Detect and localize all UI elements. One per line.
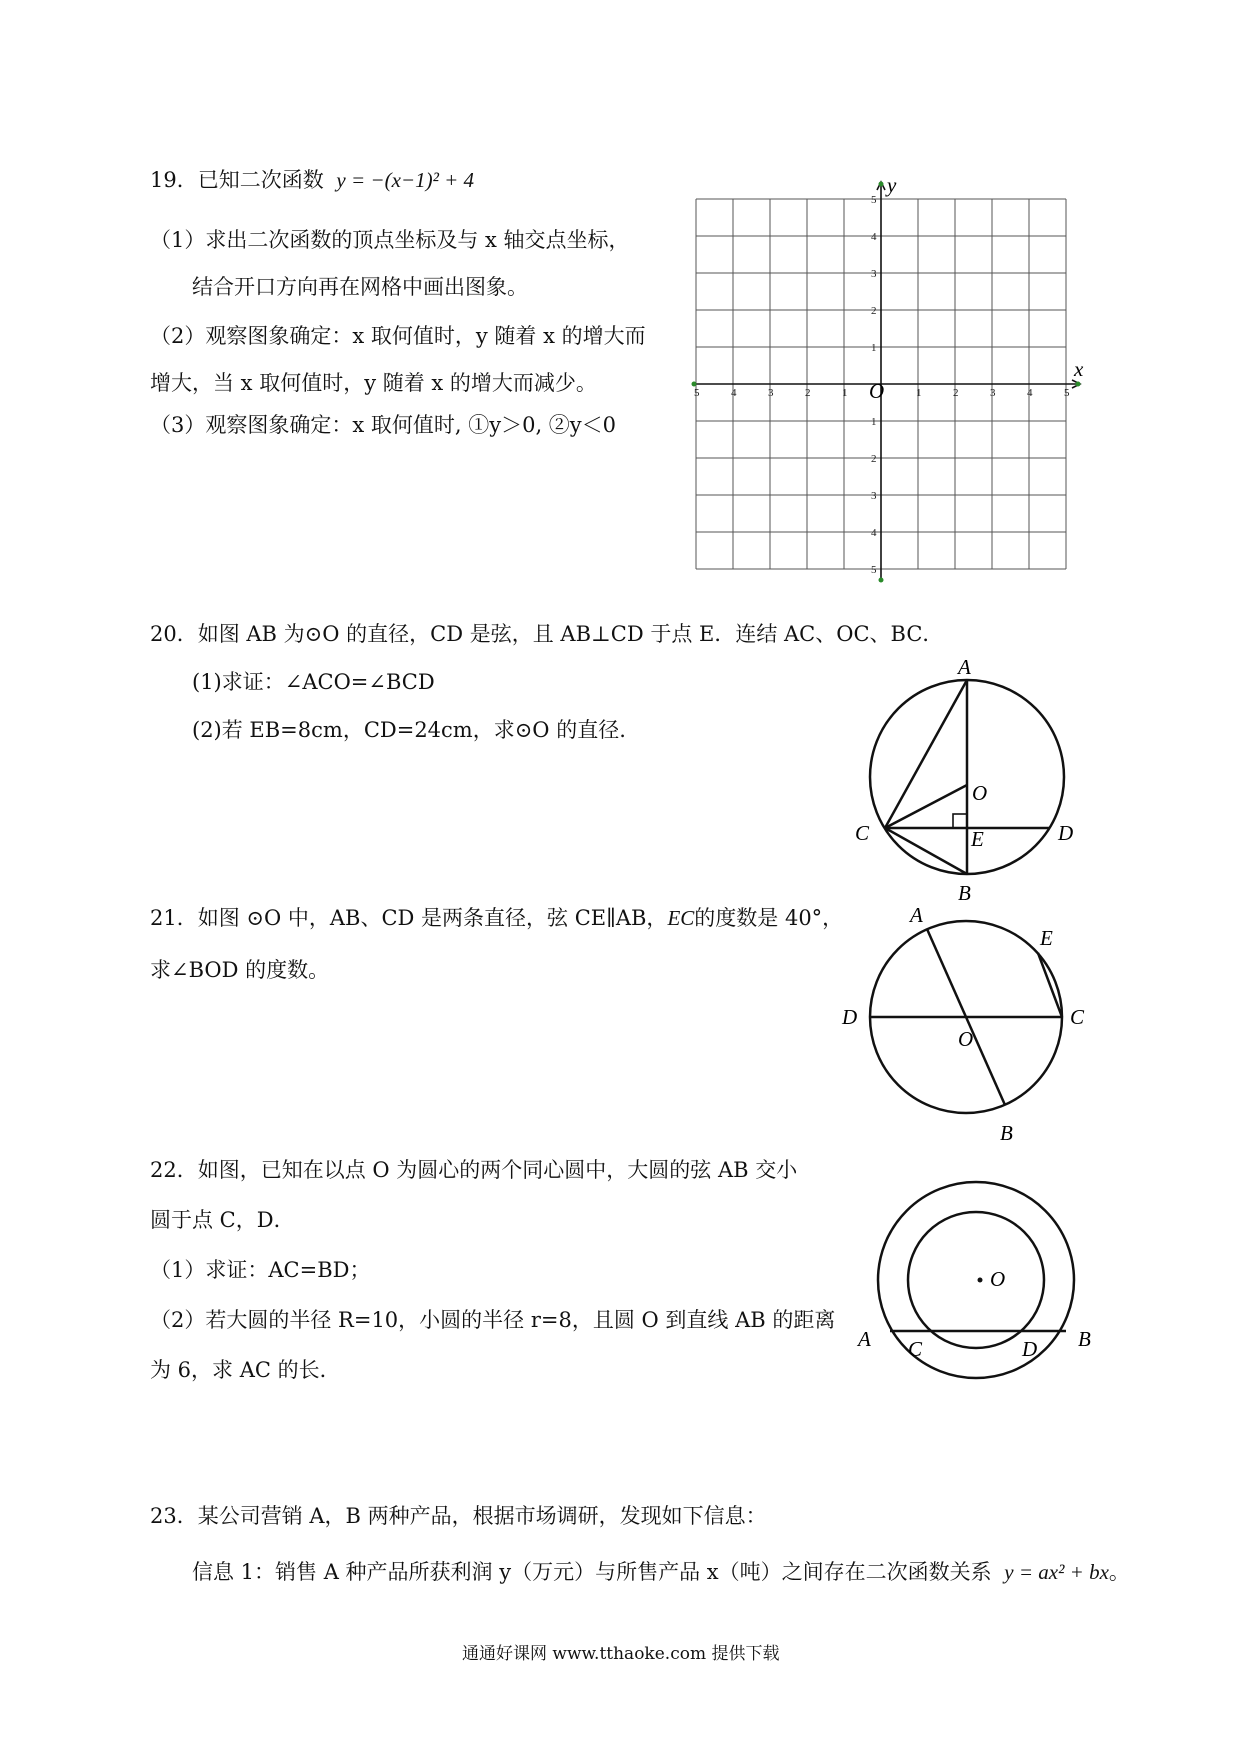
q22-part2-line2: 为 6，求 AC 的长． <box>150 1358 341 1382</box>
x-tick: 5 <box>1064 387 1070 399</box>
q20-statement: 20．如图 AB 为⊙O 的直径，CD 是弦，且 AB⊥CD 于点 E．连结 AC、OC、BC． <box>150 622 944 646</box>
q20-part1: (1)求证：∠ACO=∠BCD <box>192 670 435 694</box>
q21-label-e: E <box>1040 926 1053 950</box>
q23-formula: y = ax² + bx <box>1004 1560 1109 1584</box>
q19-origin-label: O <box>869 379 885 403</box>
q22-part2-line1: （2）若大圆的半径 R=10，小圆的半径 r=8，且圆 O 到直线 AB 的距离 <box>150 1308 836 1332</box>
x-tick: 2 <box>805 387 811 399</box>
q22-statement-line2: 圆于点 C，D． <box>150 1208 295 1232</box>
y-tick: 5 <box>871 194 877 206</box>
q20-label-o: O <box>972 781 988 805</box>
q19-y-axis-label: y <box>887 173 897 197</box>
q22-statement-line1: 22．如图，已知在以点 O 为圆心的两个同心圆中，大圆的弦 AB 交小 <box>150 1158 798 1182</box>
q21-label-o: O <box>958 1027 974 1051</box>
q21-label-d: D <box>842 1005 858 1029</box>
x-tick: 3 <box>990 387 996 399</box>
y-tick: 2 <box>871 305 877 317</box>
q19-title: 19．已知二次函数 y = −(x−1)² + 4 <box>150 168 475 192</box>
q20-circle-diagram <box>840 660 1110 910</box>
q19-part2-line1: （2）观察图象确定：x 取何值时，y 随着 x 的增大而 <box>150 324 646 348</box>
q21-label-a: A <box>910 903 923 927</box>
y-tick: 4 <box>871 231 877 243</box>
q20-label-a: A <box>958 660 971 679</box>
q21-label-c: C <box>1070 1005 1085 1029</box>
q21-label-b: B <box>1000 1121 1013 1145</box>
y-tick: 1 <box>871 416 877 428</box>
x-tick: 1 <box>916 387 922 399</box>
q19-part3: （3）观察图象确定：x 取何值时, ①y＞0, ②y＜0 <box>150 413 617 437</box>
q21-circle-diagram <box>830 900 1110 1150</box>
q22-label-o: O <box>990 1267 1006 1291</box>
q19-coordinate-grid <box>680 172 1100 592</box>
q20-label-c: C <box>855 821 870 845</box>
q22-label-a: A <box>858 1327 871 1351</box>
y-tick: 3 <box>871 490 877 502</box>
q19-axes <box>694 182 1080 582</box>
x-tick: 4 <box>731 387 737 399</box>
q21-question: 求∠BOD 的度数。 <box>150 958 330 982</box>
page-footer: 通通好课网 www.tthaoke.com 提供下载 <box>462 1644 780 1664</box>
q22-label-b: B <box>1078 1327 1091 1351</box>
y-tick: 2 <box>871 453 877 465</box>
x-tick: 2 <box>953 387 959 399</box>
q21-statement: 21．如图 ⊙O 中，AB、CD 是两条直径，弦 CE∥AB，EC的度数是 40°， <box>150 906 844 930</box>
q19-formula: y = −(x−1)² + 4 <box>336 168 475 192</box>
q19-part1-line1: （1）求出二次函数的顶点坐标及与 x 轴交点坐标， <box>150 228 630 252</box>
y-tick: 4 <box>871 527 877 539</box>
q22-label-d: D <box>1022 1337 1038 1361</box>
q20-label-b: B <box>958 881 971 905</box>
x-tick: 1 <box>842 387 848 399</box>
q20-label-d: D <box>1058 821 1074 845</box>
q19-axis-endpoints <box>692 182 1081 583</box>
y-tick: 5 <box>871 564 877 576</box>
y-tick: 1 <box>871 342 877 354</box>
q19-part2-line2: 增大，当 x 取何值时，y 随着 x 的增大而减少。 <box>150 371 597 395</box>
q19-part1-line2: 结合开口方向再在网格中画出图象。 <box>192 275 528 299</box>
q20-label-e: E <box>971 827 984 851</box>
q22-part1: （1）求证：AC=BD； <box>150 1258 371 1282</box>
q19-x-axis-label: x <box>1074 357 1084 381</box>
x-tick: 3 <box>768 387 774 399</box>
q22-concentric-circles-diagram <box>840 1140 1120 1440</box>
y-tick: 3 <box>871 268 877 280</box>
q23-info1: 信息 1：销售 A 种产品所获利润 y（万元）与所售产品 x（吨）之间存在二次函数关系 y = ax² + bx。 <box>192 1560 1130 1584</box>
q22-center-dot <box>978 1278 983 1283</box>
q21-arc-ec: EC <box>667 906 695 930</box>
x-tick: 4 <box>1027 387 1033 399</box>
q22-label-c: C <box>908 1337 923 1361</box>
x-tick: 5 <box>694 387 700 399</box>
q23-statement: 23．某公司营销 A，B 两种产品，根据市场调研，发现如下信息： <box>150 1504 767 1528</box>
q20-part2: (2)若 EB=8cm，CD=24cm，求⊙O 的直径. <box>192 718 626 742</box>
